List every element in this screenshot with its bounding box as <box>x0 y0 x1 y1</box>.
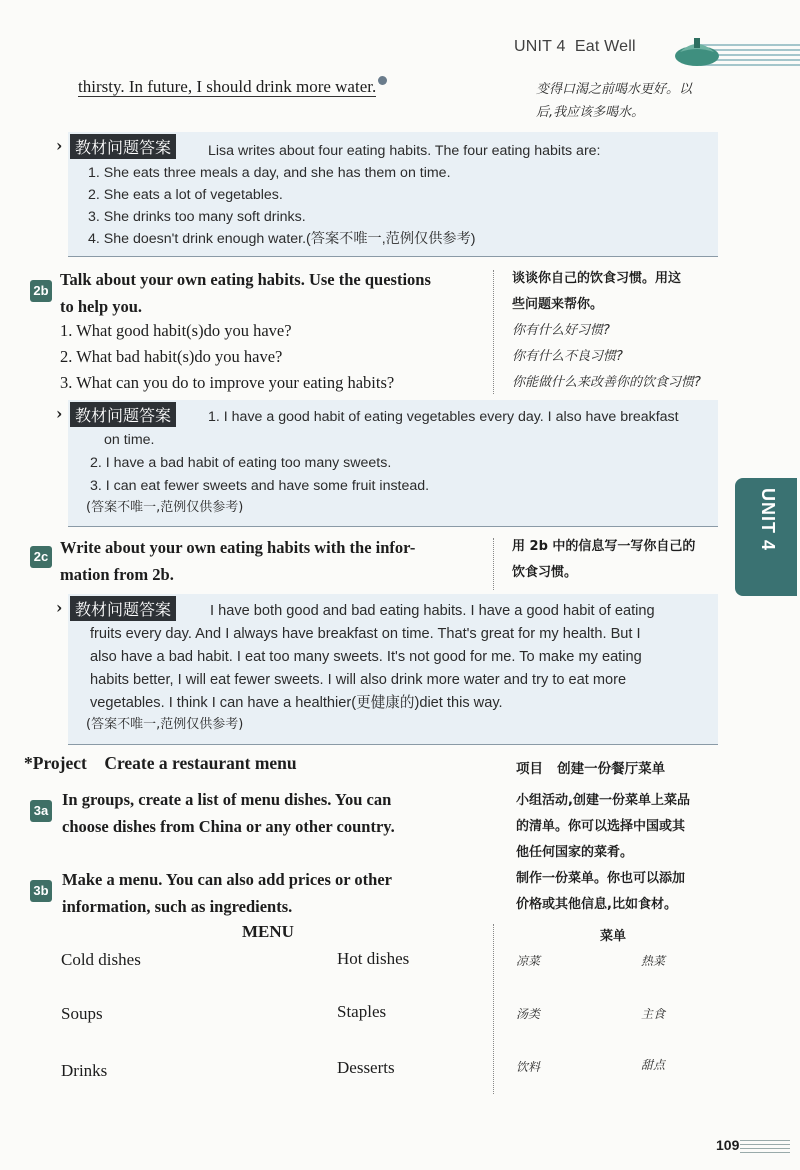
answer-item: 4. She doesn't drink enough water.(答案不唯一,范例仅供参考) <box>88 231 476 247</box>
project-title: *Project Create a restaurant menu <box>24 753 297 773</box>
menu-category-chinese: 主食 <box>641 1007 666 1021</box>
answer-item: 2. She eats a lot of vegetables. <box>88 187 283 203</box>
running-header <box>514 38 636 56</box>
answer-line: I have both good and bad eating habits. I have a good habit of eating <box>210 603 655 619</box>
task-badge-3b: 3b <box>30 880 52 902</box>
task-badge-2b: 2b <box>30 280 52 302</box>
task-2c-instruction: Write about your own eating habits with the infor- mation from 2b. <box>60 538 416 584</box>
answer-line: 1. I have a good habit of eating vegetables every day. I also have breakfast <box>208 409 679 425</box>
chevron-right-icon: › <box>56 598 63 617</box>
task-2b-instruction: Talk about your own eating habits. Use the questions to help you. <box>60 270 431 316</box>
answer-lead: Lisa writes about four eating habits. The four eating habits are: <box>208 143 601 159</box>
answer-item: 3. She drinks too many soft drinks. <box>88 209 306 225</box>
answer-tag: 教材问题答案 <box>70 402 176 427</box>
answer-item: 1. She eats three meals a day, and she has them on time. <box>88 165 451 181</box>
task-2b-chinese: 谈谈你自己的饮食习惯。用这 些问题来帮你。 <box>512 271 682 312</box>
unit-side-tab: UNIT 4 <box>735 478 797 596</box>
menu-title: MENU <box>242 922 294 941</box>
column-divider <box>493 270 494 394</box>
intro-english-line: thirsty. In future, I should drink more water. <box>78 76 387 97</box>
answer-line: 2. I have a bad habit of eating too many sweets. <box>90 455 392 471</box>
task-badge-3a: 3a <box>30 800 52 822</box>
task-3b-chinese: 制作一份菜单。你也可以添加 价格或其他信息,比如食材。 <box>516 871 686 912</box>
answer-box-3 <box>56 594 718 745</box>
unit-title: Eat Well <box>574 38 636 55</box>
column-divider <box>493 538 494 590</box>
task-2b-questions: 1. What good habit(s)do you have? 2. What bad habit(s)do you have? 3. What can you do to improve your eating habits? <box>60 321 395 392</box>
answer-box-2 <box>56 400 718 527</box>
menu-category: Drinks <box>61 1061 108 1080</box>
book-emblem-icon <box>672 30 722 70</box>
answer-line: fruits every day. And I always have breakfast on time. That's great for my health. But I <box>90 626 641 642</box>
menu-category-chinese: 饮料 <box>516 1060 541 1074</box>
page-number: 109 <box>716 1137 740 1153</box>
answer-line: on time. <box>104 432 155 448</box>
menu-category: Cold dishes <box>61 950 141 969</box>
task-2b-chinese-questions: 你有什么好习惯? 你有什么不良习惯? 你能做什么来改善你的饮食习惯? <box>512 323 701 390</box>
menu-category: Hot dishes <box>337 949 410 968</box>
task-3a-instruction: In groups, create a list of menu dishes. You can choose dishes from China or any other country. <box>62 790 395 836</box>
task-badge-2c: 2c <box>30 546 52 568</box>
answer-note: (答案不唯一,范例仅供参考) <box>86 500 244 515</box>
unit-label: UNIT 4 <box>514 38 566 55</box>
menu-category-chinese: 热菜 <box>641 954 666 968</box>
answer-line: also have a bad habit. I eat too many sweets. It's not good for me. To make my eating <box>90 649 642 665</box>
menu-category-chinese: 凉菜 <box>516 954 541 968</box>
menu-category: Staples <box>337 1002 387 1021</box>
menu-category-chinese: 甜点 <box>641 1058 666 1072</box>
answer-tag: 教材问题答案 <box>70 596 176 621</box>
chevron-right-icon: › <box>56 404 63 423</box>
menu-category-chinese: 汤类 <box>516 1007 541 1021</box>
chevron-right-icon: › <box>56 136 63 155</box>
page-number-stripes <box>740 1140 790 1154</box>
menu-category: Desserts <box>337 1058 395 1077</box>
menu-category: Soups <box>61 1004 103 1023</box>
answer-line: vegetables. I think I can have a healthier(更健康的)diet this way. <box>90 695 503 711</box>
answer-line: habits better, I will eat fewer sweets. I will also drink more water and try to eat more <box>90 672 627 688</box>
answer-line: 3. I can eat fewer sweets and have some fruit instead. <box>90 478 430 494</box>
task-3a-chinese: 小组活动,创建一份菜单上菜品 的清单。你可以选择中国或其 他任何国家的菜肴。 <box>516 793 690 860</box>
intro-chinese-note: 变得口渴之前喝水更好。以 后,我应该多喝水。 <box>536 82 693 120</box>
project-title-chinese: 项目 创建一份餐厅菜单 <box>516 761 666 777</box>
task-3b-instruction: Make a menu. You can also add prices or other information, such as ingredients. <box>62 870 392 916</box>
note-marker-icon <box>378 76 387 85</box>
column-divider <box>493 924 494 1094</box>
answer-note: (答案不唯一,范例仅供参考) <box>86 717 244 732</box>
answer-box-1 <box>56 132 718 257</box>
task-2c-chinese: 用 2b 中的信息写一写你自己的 饮食习惯。 <box>512 539 696 580</box>
menu-title-chinese: 菜单 <box>600 929 627 944</box>
answer-tag: 教材问题答案 <box>70 134 176 159</box>
